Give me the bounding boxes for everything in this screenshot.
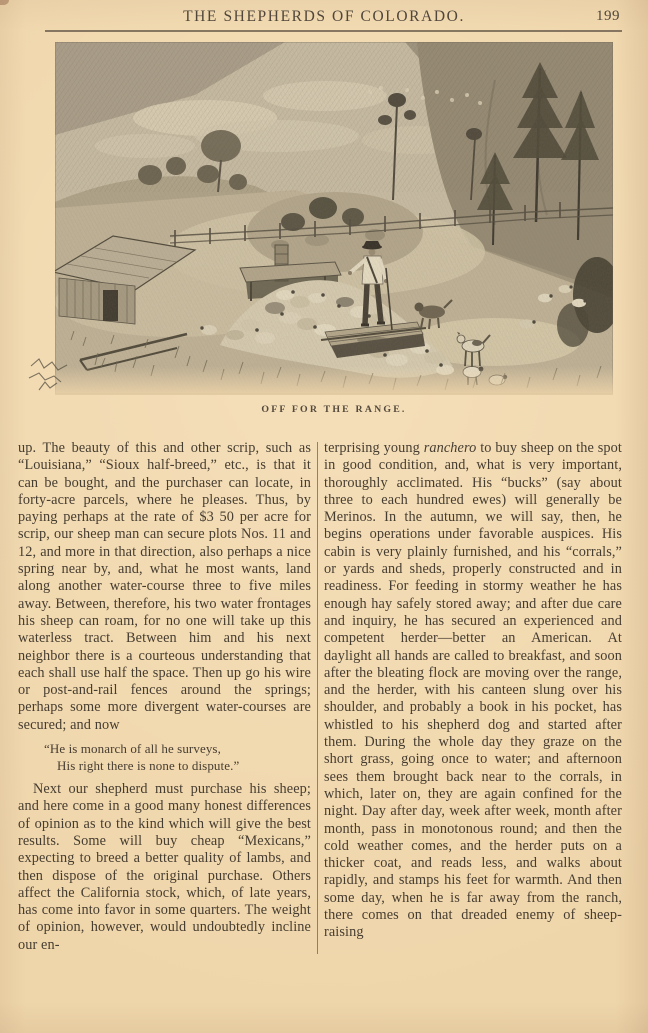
running-head-title: THE SHEPHERDS OF COLORADO. bbox=[183, 8, 465, 25]
header-rule bbox=[45, 30, 622, 32]
verse-line-1: “He is monarch of all he surveys, bbox=[44, 741, 221, 757]
engraving-svg bbox=[25, 40, 615, 400]
column-divider-rule bbox=[317, 442, 318, 954]
scan-corner-mark bbox=[0, 0, 9, 5]
right-paragraph-text-post: to buy sheep on the spot in good condition, and, what is very important, thoroughly acclimated. His “bucks” (say about three to each hundred ewes) will generally be Merinos. In the autumn, we will say, then, he begins operations under favorable auspices. His cabin is very plainly furnished, and his “corrals,” or yards and sheds, properly constructed and in readiness. For feeding in stormy weather he has enough hay safely stored away; and after due care and inquiry, he has secured an experienced and competent herder—better an American. At daylight all hands are called to breakfast, and soon after the bleating flock are moving over the range, and the herder, with his canteen slung over his shoulder, and probably a book in his pocket, has whistled to his shepherd dog and started after them. During the whole day they graze on the short grass, going once to water; and afternoon sees them brought back near to the corrals, in which, later on, they are again confined for the night. Day after day, week after week, month after month, pass in monotonous round; and then the cold weather comes, and the herder puts on a thicker coat, and reads less, and walks about rapidly, and stamps his feet for warmth. And then some day, when he is far away from the ranch, there comes on that dreaded enemy of sheep-raising bbox=[324, 440, 622, 941]
verse-quote bbox=[44, 741, 311, 774]
engraving-grain bbox=[55, 42, 613, 395]
left-paragraph-1: up. The beauty of this and other scrip, such as “Louisiana,” “Sioux half-breed,” etc., is that it can be bought, and the purchaser can locate, in forty-acre parcels, where he pleases. Thus, by paying perhaps at the rate of $3 50 per acre for scrip, our sheep man can secure plots Nos. 11 and 12, and more in that direction, also perhaps a nice spring near by, and, what he most wants, land along another water-course three to five miles away. Between, therefore, his two water frontages his sheep can roam, for no one will take up this waterless tract. Between him and his next neighbor there is a courteous understanding that each shall use half the space. Then up go his wire or post-and-rail fences around the springs; perhaps some more divergent water-courses are secured; and now bbox=[18, 440, 311, 733]
right-column bbox=[324, 440, 622, 954]
page-number: 199 bbox=[596, 8, 620, 24]
text-columns bbox=[18, 440, 622, 954]
verse-line-2: His right there is none to dispute.” bbox=[57, 757, 240, 773]
plate-bottom-fade bbox=[25, 366, 615, 400]
engraving-illustration bbox=[25, 40, 615, 400]
right-paragraph-1 bbox=[324, 440, 622, 942]
illustration-caption: OFF FOR THE RANGE. bbox=[261, 404, 407, 415]
right-paragraph-text-pre: terprising young bbox=[324, 440, 424, 456]
left-column bbox=[18, 440, 311, 954]
italic-word-ranchero: ranchero bbox=[423, 440, 477, 456]
left-paragraph-2: Next our shepherd must purchase his sheep; and here come in a good many honest differences of opinion as to the kind which will give the best results. Some will buy cheap “Mexicans,” expecting to breed a better quality of lambs, and then dispose of the original purchase. Others affect the California stock, which, of late years, has come into favor in some quarters. The weight of opinion, however, would undoubtedly incline our en- bbox=[18, 781, 311, 953]
